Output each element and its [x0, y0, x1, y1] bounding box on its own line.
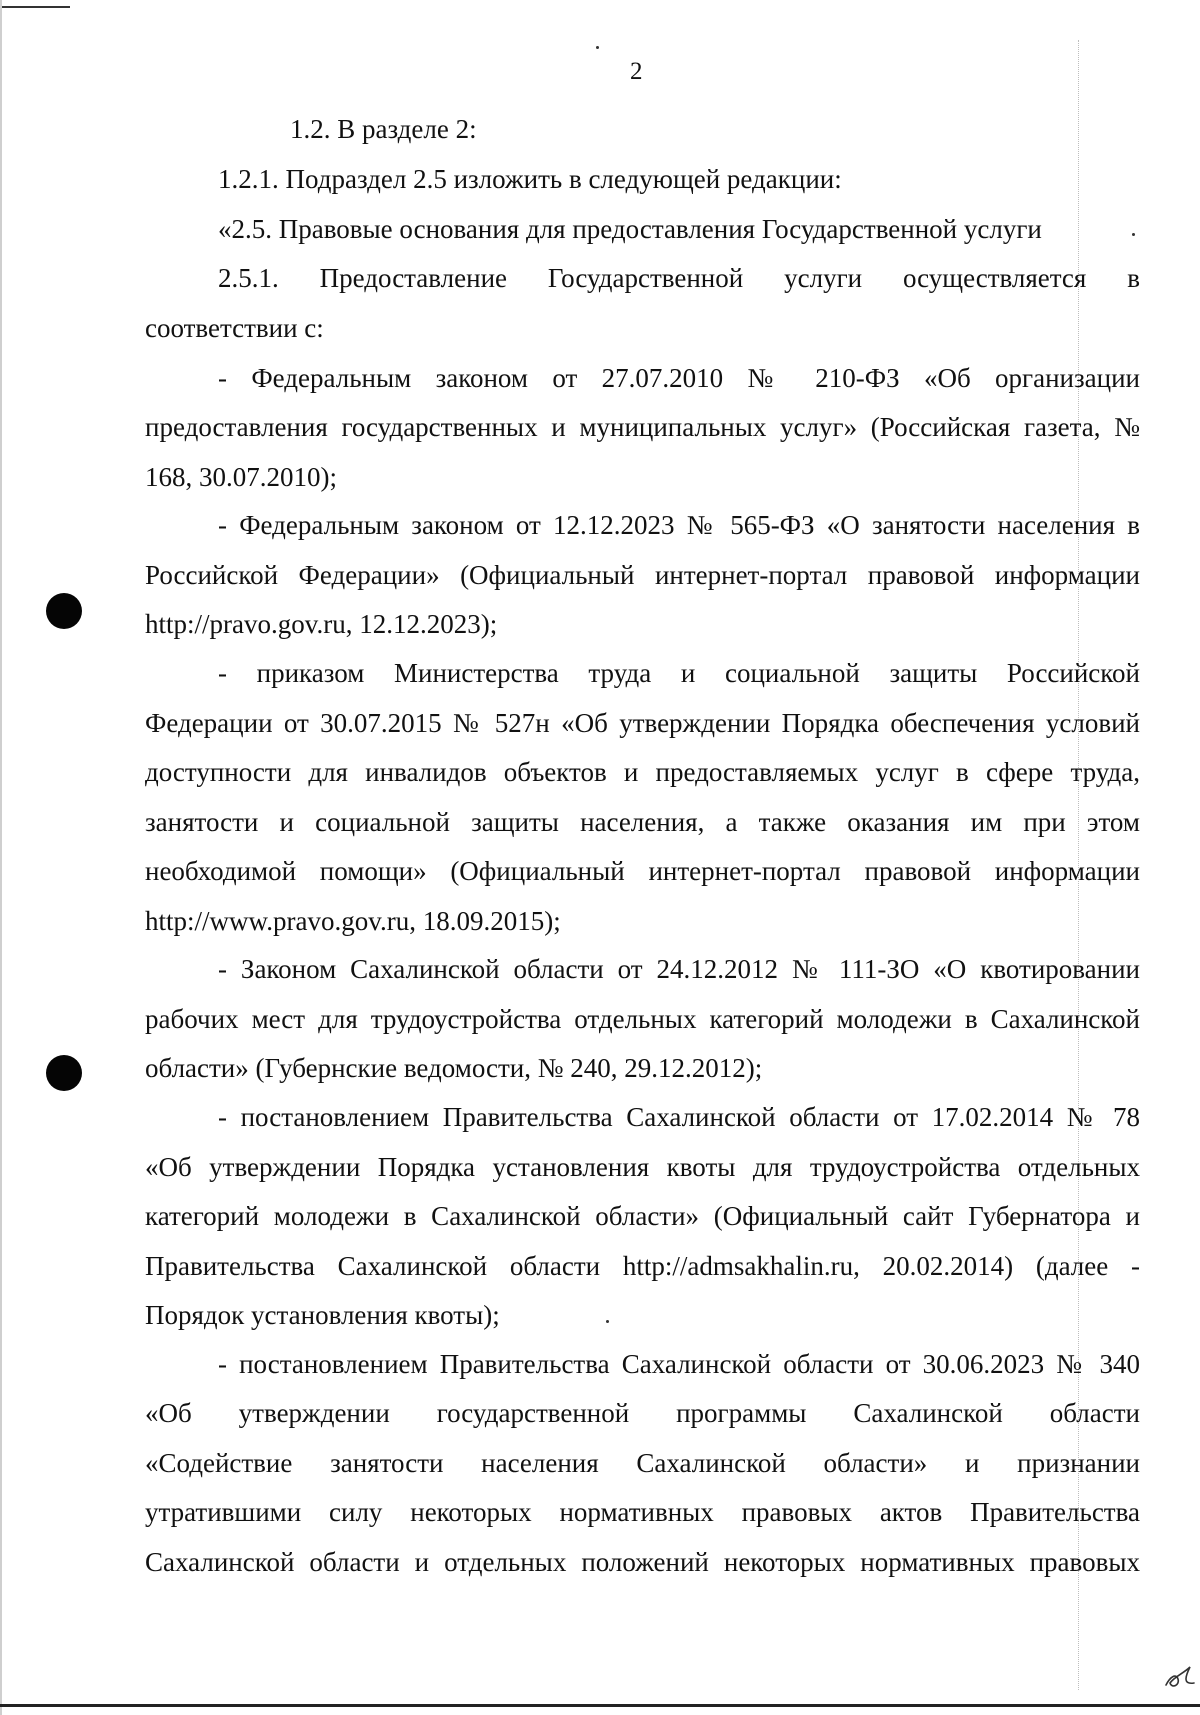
scan-speck	[596, 46, 599, 49]
text-line: утратившими силу некоторых нормативных правовых актов Правительства	[145, 1497, 1140, 1527]
punch-hole	[46, 593, 82, 629]
text-line: категорий молодежи в Сахалинской области» (Официальный сайт Губернатора и	[145, 1201, 1140, 1231]
text-line: «Содействие занятости населения Сахалинской области» и признании	[145, 1448, 1140, 1478]
scan-speck	[1132, 233, 1135, 236]
handwritten-mark	[1160, 1655, 1200, 1695]
text-line: Порядок установления квоты);	[145, 1300, 500, 1330]
text-line: «Об утверждении Порядка установления квоты для трудоустройства отдельных	[145, 1152, 1140, 1182]
text-line: Федерации от 30.07.2015 № 527н «Об утверждении Порядка обеспечения условий	[145, 708, 1140, 738]
text-line: рабочих мест для трудоустройства отдельных категорий молодежи в Сахалинской	[145, 1004, 1140, 1034]
text-line: соответствии с:	[145, 313, 324, 343]
page-number: 2	[630, 58, 643, 85]
scan-left-edge	[0, 0, 2, 1715]
text-line: «Об утверждении государственной программы Сахалинской области	[145, 1398, 1140, 1428]
text-line: Сахалинской области и отдельных положений некоторых нормативных правовых	[145, 1547, 1140, 1577]
scan-speck	[606, 1320, 609, 1323]
text-line: Российской Федерации» (Официальный интернет-портал правовой информации	[145, 560, 1140, 590]
text-line: предоставления государственных и муниципальных услуг» (Российская газета, №	[145, 412, 1140, 442]
scan-edge-line	[0, 6, 70, 8]
text-line: - постановлением Правительства Сахалинской области от 17.02.2014 № 78	[218, 1102, 1140, 1132]
text-line: 1.2.1. Подраздел 2.5 изложить в следующей редакции:	[218, 164, 842, 194]
text-line: http://www.pravo.gov.ru, 18.09.2015);	[145, 906, 561, 936]
text-line: Правительства Сахалинской области http://admsakhalin.ru, 20.02.2014) (далее -	[145, 1251, 1140, 1281]
text-line: - Федеральным законом от 27.07.2010 № 210-ФЗ «Об организации	[218, 363, 1140, 393]
text-line: - Федеральным законом от 12.12.2023 № 565-ФЗ «О занятости населения в	[218, 510, 1140, 540]
text-line: http://pravo.gov.ru, 12.12.2023);	[145, 609, 498, 639]
text-line: 168, 30.07.2010);	[145, 462, 337, 492]
text-line: - Законом Сахалинской области от 24.12.2012 № 111-ЗО «О квотировании	[218, 954, 1140, 984]
text-line: «2.5. Правовые основания для предоставления Государственной услуги	[218, 214, 1042, 244]
text-line: области» (Губернские ведомости, № 240, 29.12.2012);	[145, 1053, 763, 1083]
text-line: доступности для инвалидов объектов и предоставляемых услуг в сфере труда,	[145, 757, 1140, 787]
text-line: занятости и социальной защиты населения, а также оказания им при этом	[145, 807, 1140, 837]
text-line: - приказом Министерства труда и социальной защиты Российской	[218, 658, 1140, 688]
text-line: - постановлением Правительства Сахалинской области от 30.06.2023 № 340	[218, 1349, 1140, 1379]
punch-hole	[46, 1055, 82, 1091]
text-line: 1.2. В разделе 2:	[290, 114, 477, 144]
text-line: необходимой помощи» (Официальный интернет-портал правовой информации	[145, 856, 1140, 886]
scan-bottom-line	[0, 1704, 1200, 1707]
text-line: 2.5.1. Предоставление Государственной услуги осуществляется в	[218, 263, 1140, 293]
